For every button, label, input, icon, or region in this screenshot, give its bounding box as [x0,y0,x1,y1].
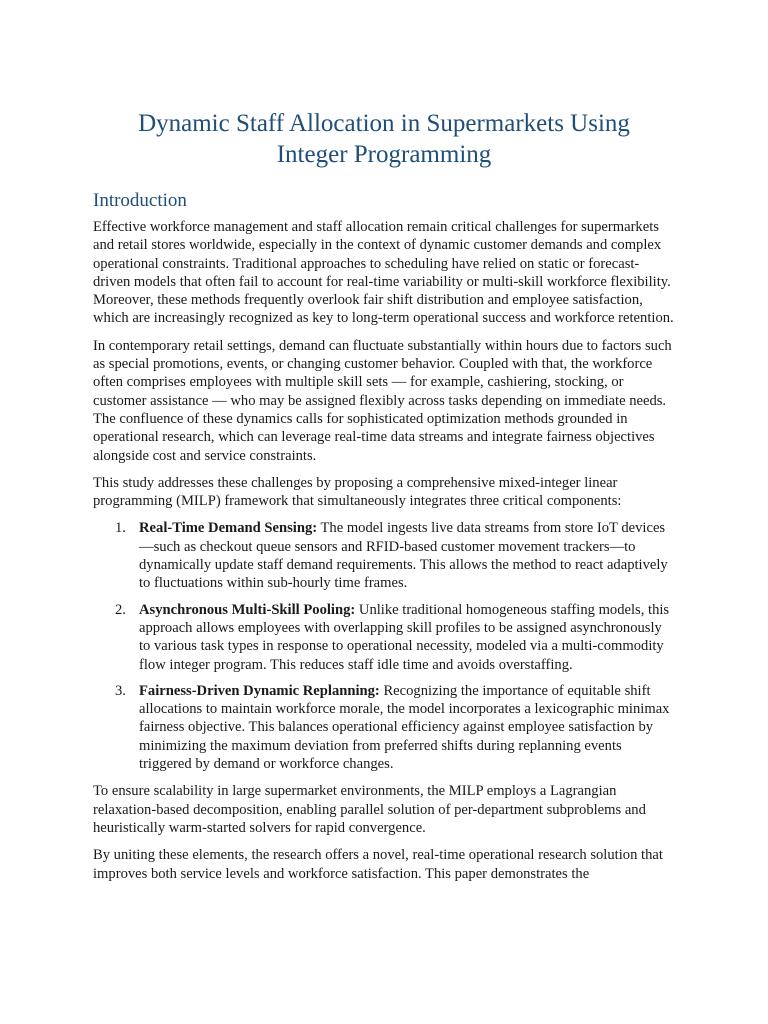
document-page [93,108,675,892]
section-heading-introduction: Introduction [93,190,187,211]
paragraph-2: In contemporary retail settings, demand can fluctuate substantially within hours due to factors such as special promotions, events, or changing customer behavior. Coupled with that, the workforce often comprises employees with multiple skill sets — for example, cashiering, stocking, or customer assistance — who may be assigned flexibly across tasks depending on immediate needs. The confluence of these dynamics calls for sophisticated optimization methods grounded in operational research, which can leverage real-time data streams and integrate fairness objectives alongside cost and service constraints. [93,337,672,464]
title-line-2: Integer Programming [276,141,492,168]
document-title [93,108,675,170]
list-item-term: Real-Time Demand Sensing: [139,520,318,537]
list-item [93,601,675,674]
components-list [93,519,675,773]
list-item-text: Unlike traditional homogeneous staffing models, this approach allows employees with overlapping skill profiles to be assigned asynchronously to various task types in response to operational necessity, modeled via a multi-commodity flow integer program. This reduces staff idle time and avoids overstaffing. [139,601,670,673]
paragraph-1: Effective workforce management and staff allocation remain critical challenges for supermarkets and retail stores worldwide, especially in the context of dynamic customer demands and complex operational constraints. Traditional approaches to scheduling have relied on static or forecast-driven models that often fail to account for real-time variability or multi-skill workforce flexibility. Moreover, these methods frequently overlook fair shift distribution and employee satisfaction, which are increasingly recognized as key to long-term operational success and workforce retention. [93,219,674,327]
list-item-number: 1. [115,520,126,537]
list-item-number: 2. [115,601,126,618]
list-item [93,519,675,592]
list-item-term: Fairness-Driven Dynamic Replanning: [139,682,380,699]
paragraph-5: By uniting these elements, the research offers a novel, real-time operational research solution that improves both service levels and workforce satisfaction. This paper demonstrates the [93,847,663,882]
paragraph-4: To ensure scalability in large supermarket environments, the MILP employs a Lagrangian relaxation-based decomposition, enabling parallel solution of per-department subproblems and heuristically warm-started solvers for rapid convergence. [93,783,646,836]
list-item-term: Asynchronous Multi-Skill Pooling: [139,601,356,618]
title-line-1: Dynamic Staff Allocation in Supermarkets Using [138,110,630,137]
list-item-text: The model ingests live data streams from store IoT devices—such as checkout queue sensors and RFID-based customer movement trackers—to dynamically update staff demand requirements. This allows the method to react adaptively to fluctuations within sub-hourly time frames. [139,520,668,592]
paragraph-3: This study addresses these challenges by proposing a comprehensive mixed-integer linear programming (MILP) framework that simultaneously integrates three critical components: [93,474,622,510]
list-item-number: 3. [115,682,126,699]
list-item [93,682,675,773]
list-item-text: Recognizing the importance of equitable shift allocations to maintain workforce morale, the model incorporates a lexicographic minimax fairness objective. This balances operational efficiency against employee satisfaction by minimizing the maximum deviation from preferred shifts during replanning events triggered by demand or workforce changes. [139,682,670,773]
